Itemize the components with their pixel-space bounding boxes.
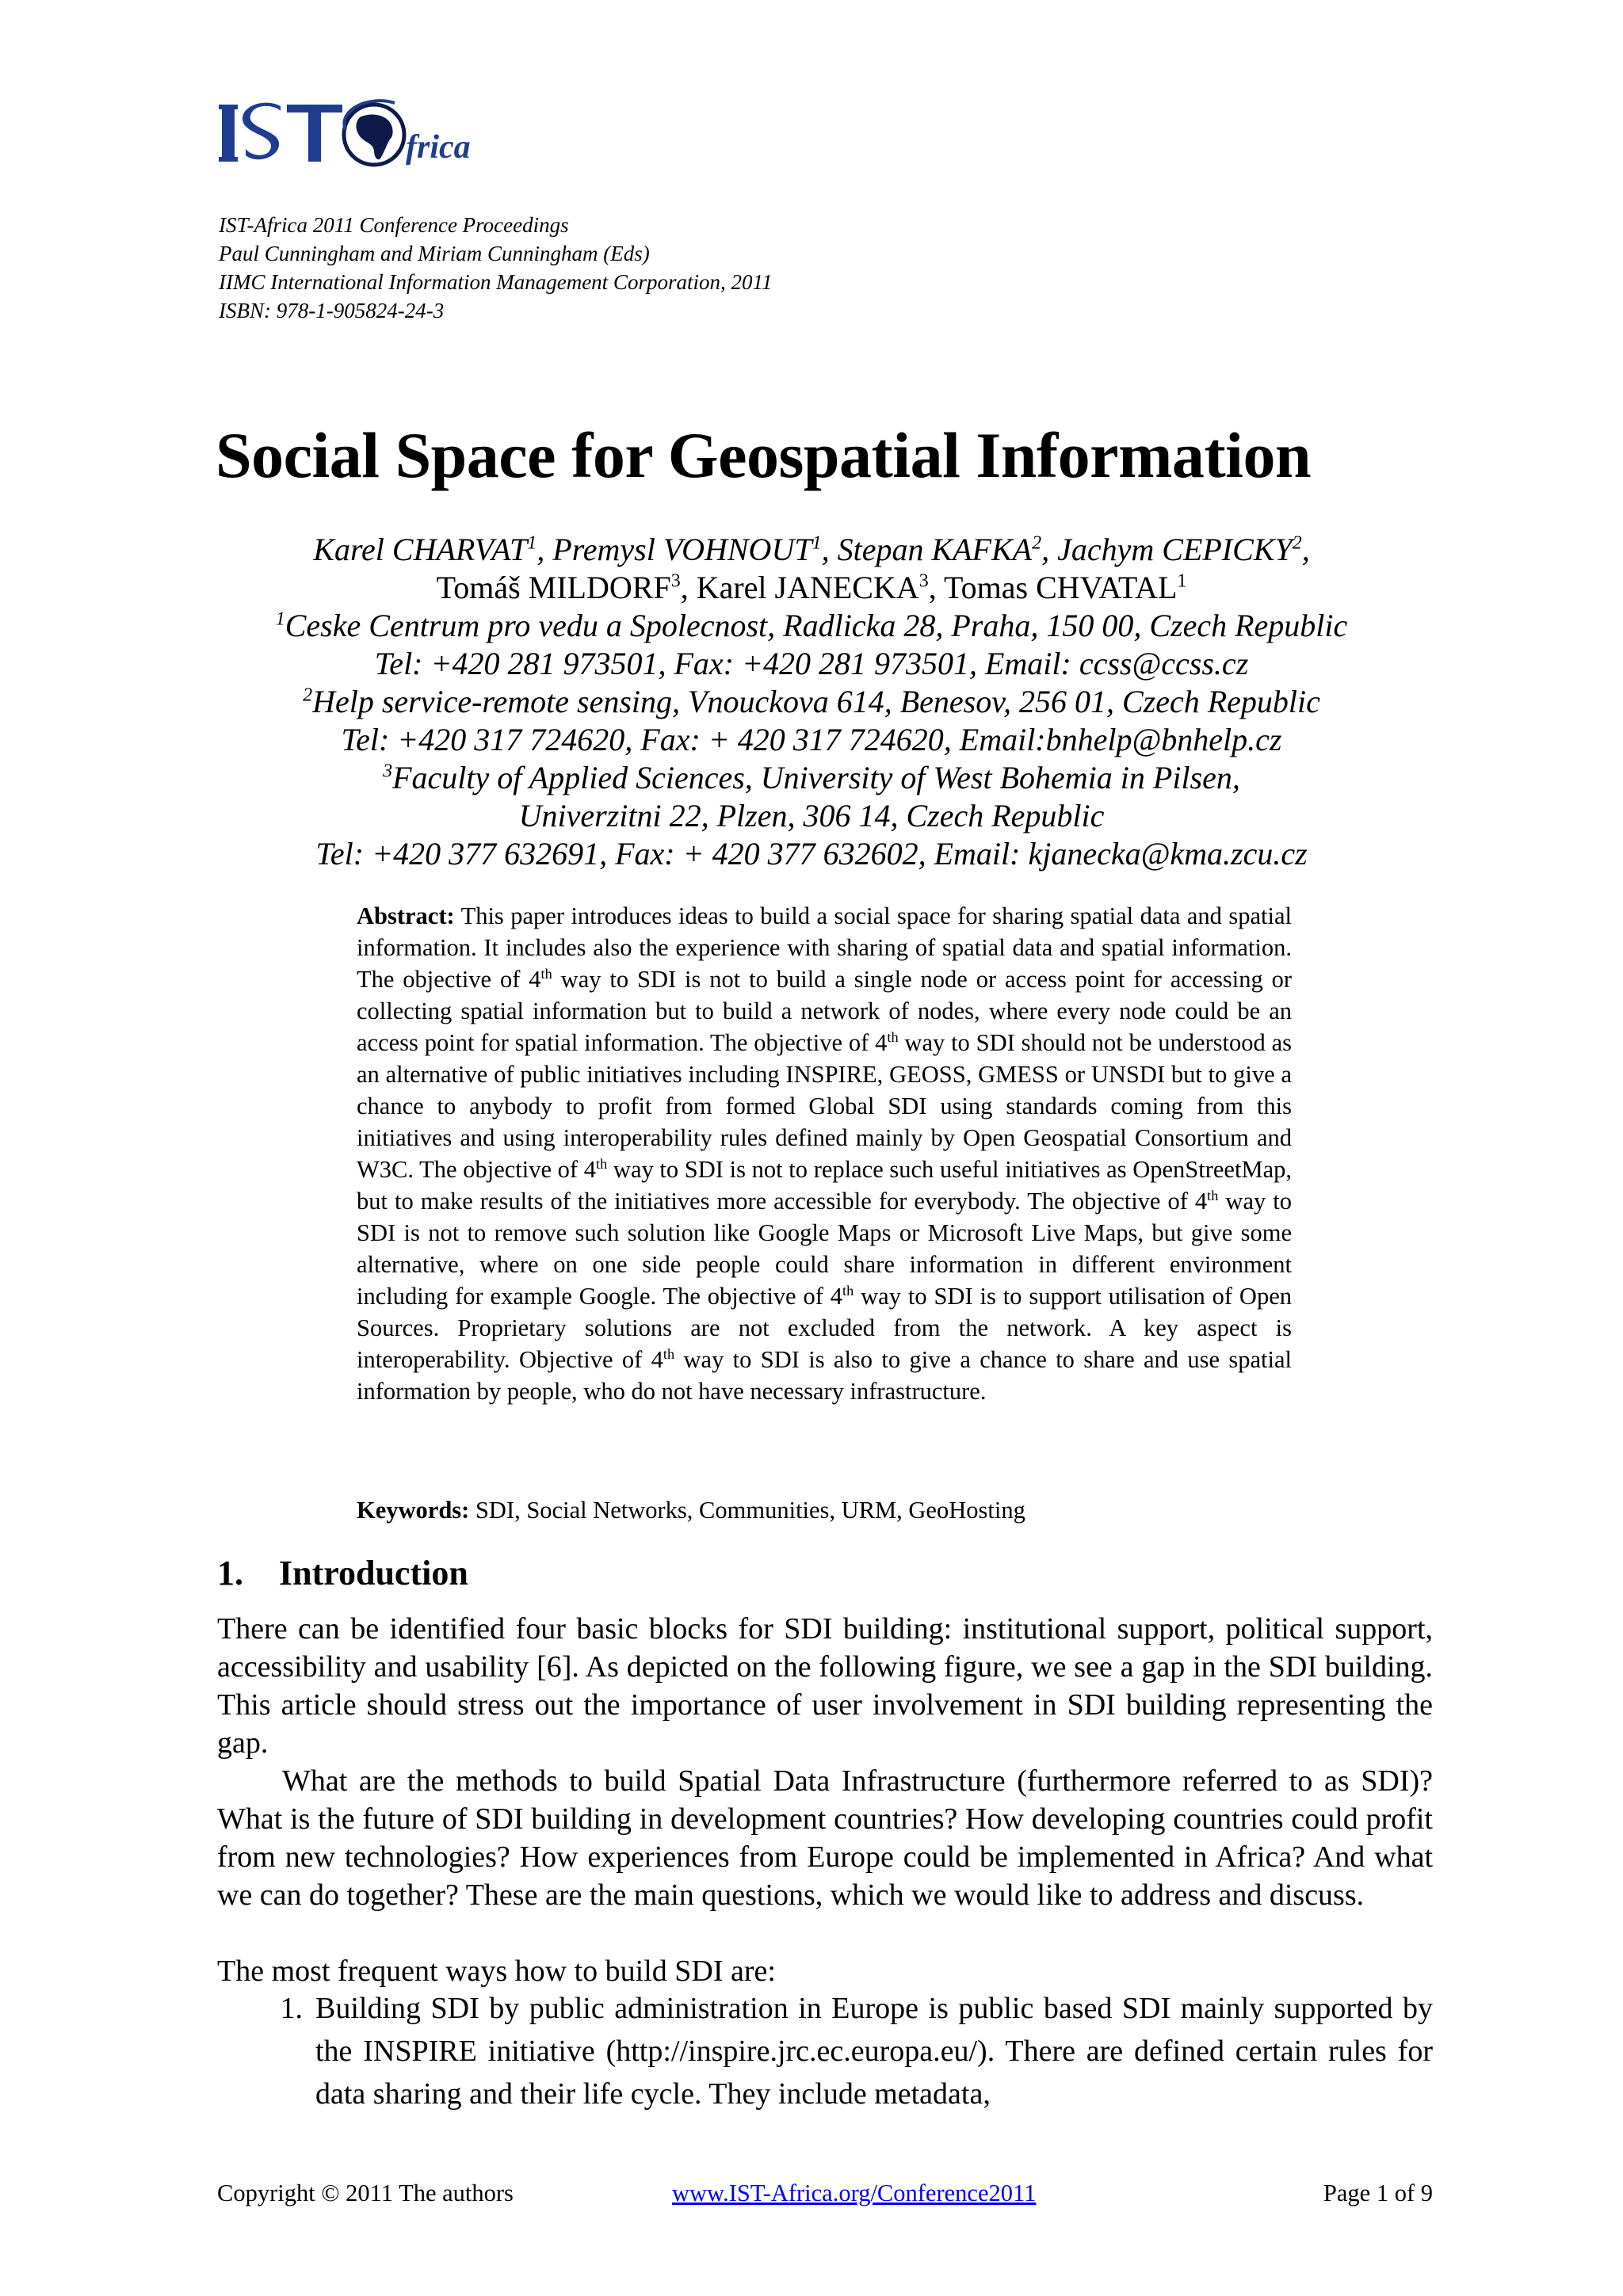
affiliation-2-contact: Tel: +420 317 724620, Fax: + 420 317 724620, Email:bnhelp@bnhelp.cz xyxy=(341,722,1282,757)
conference-link[interactable]: www.IST-Africa.org/Conference2011 xyxy=(672,2180,1037,2206)
intro-paragraph-1: There can be identified four basic blocks for SDI building: institutional support, political support, accessibility and usability [6]. As depicted on the following figure, we see a gap in the SDI building. This article should stress out the importance of user involvement in SDI building representing the gap. xyxy=(217,1612,1433,1760)
isbn-line: ISBN: 978-1-905824-24-3 xyxy=(219,299,445,322)
paper-title: Social Space for Geospatial Information xyxy=(216,419,1312,491)
intro-paragraph-3: The most frequent ways how to build SDI are: xyxy=(217,1955,776,1988)
keywords-label: Keywords: xyxy=(357,1497,470,1524)
logo-text-ist xyxy=(219,93,220,94)
affiliation-3-contact: Tel: +420 377 632691, Fax: + 420 377 632602, Email: kjanecka@kma.zcu.cz xyxy=(315,836,1308,871)
affiliation-1-address: $^1$Ceske Centrum pro vedu a Spolecnost, Radlicka 28, Praha, 150 00, Czech Republic xyxy=(275,608,1348,643)
copyright-notice: Copyright © 2011 The authors xyxy=(217,2180,514,2206)
abstract: Abstract: This paper introduces ideas to build a social space for sharing spatial data and spatial information. It includes also the experience with sharing of spatial data and spatial information. The objective of 4th way to SDI is not to build a single node or access point for accessing or collecting spatial information but to build a network of nodes, where every node could be an access point for spatial information. The objective of 4th way to SDI should not be understood as an alternative of public initiatives including INSPIRE, GEOSS, GMESS or UNSDI but to give a chance to anybody to profit from formed Global SDI using standards coming from this initiatives and using interoperability rules defined mainly by Open Geospatial Consortium and W3C. The objective of 4th way to SDI is not to replace such useful initiatives as OpenStreetMap, but to make results of the initiatives more accessible for everybody. The objective of 4th way to SDI is not to remove such solution like Google Maps or Microsoft Live Maps, but give some alternative, where on one side people could share information in different environment including for example Google. The objective of 4th way to SDI is to support utilisation of Open Sources. Proprietary solutions are not excluded from the network. A key aspect is interoperability. Objective of 4th way to SDI is also to give a chance to share and use spatial information by people, who do not have necessary infrastructure. xyxy=(357,902,1292,1405)
affiliation-3-address: $^3$Faculty of Applied Sciences, University of West Bohemia in Pilsen, xyxy=(383,760,1240,795)
section-heading-introduction: 1. Introduction xyxy=(217,1554,468,1592)
sdi-ways-list xyxy=(217,1987,1433,2115)
logo-text-frica: frica xyxy=(406,129,471,166)
keywords: Keywords: SDI, Social Networks, Communities, URM, GeoHosting xyxy=(357,1497,1025,1524)
authors-line-1: Karel CHARVAT$^1$, Premysl VOHNOUT$^1$, Stepan KAFKA$^2$, Jachym CEPICKY$^2$, xyxy=(313,532,1310,567)
logo-graphic xyxy=(219,93,528,176)
affiliation-2-address: $^2$Help service-remote sensing, Vnouckova 614, Benesov, 256 01, Czech Republic xyxy=(303,684,1320,719)
abstract-label: Abstract: xyxy=(357,902,455,929)
editors-line: Paul Cunningham and Miriam Cunningham (Eds) xyxy=(219,242,650,265)
intro-paragraph-2: What are the methods to build Spatial Data Infrastructure (furthermore referred to as SDI)? What is the future of SDI building in development countries? How developing countries could profit from new technologies? How experiences from Europe could be implemented in Africa? And what we can do together? These are the main questions, which we would like to address and discuss. xyxy=(217,1764,1433,1912)
ist-africa-logo xyxy=(219,93,528,176)
affiliation-1-contact: Tel: +420 281 973501, Fax: +420 281 973501, Email: ccss@ccss.cz xyxy=(374,646,1249,681)
proceedings-line: IST-Africa 2011 Conference Proceedings xyxy=(219,213,569,237)
affiliation-3-address-2: Univerzitni 22, Plzen, 306 14, Czech Republic xyxy=(518,798,1105,833)
list-item: 1. Building SDI by public administration in Europe is public based SDI mainly supported by the INSPIRE initiative (http://inspire.jrc.ec.europa.eu/). There are defined certain rules for data sharing and their life cycle. They include metadata, xyxy=(280,1992,1433,2111)
publisher-line: IIMC International Information Management Corporation, 2011 xyxy=(219,270,773,294)
authors-line-2: Tomáš MILDORF$^3$, Karel JANECKA$^3$, Tomas CHVATAL$^1$ xyxy=(436,570,1187,605)
page-number: Page 1 of 9 xyxy=(1323,2180,1433,2206)
